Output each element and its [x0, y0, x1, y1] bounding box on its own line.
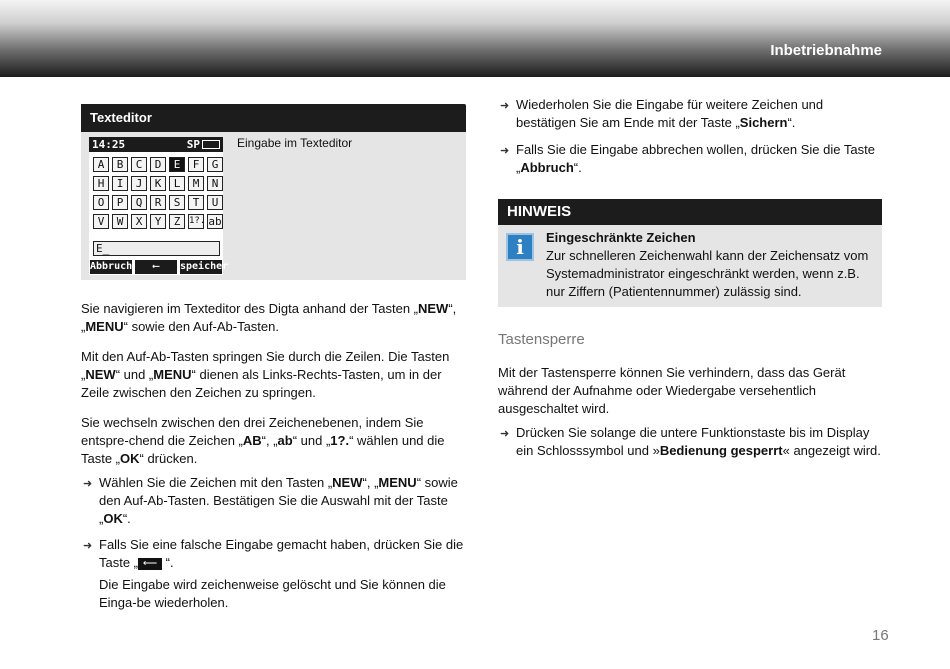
key: T: [188, 195, 204, 210]
key: W: [112, 214, 128, 229]
texteditor-figure: [81, 104, 466, 280]
hinweis-title: HINWEIS: [498, 199, 882, 225]
figure-caption: Eingabe im Texteditor: [237, 136, 353, 150]
key: A: [93, 157, 109, 172]
arrow-right-icon: ➜: [500, 100, 510, 112]
key: 1?.: [188, 214, 204, 229]
key: S: [169, 195, 185, 210]
key: F: [188, 157, 204, 172]
key: X: [131, 214, 147, 229]
arrow-right-icon: ➜: [500, 145, 510, 157]
device-time: 14:25: [92, 138, 126, 151]
key: R: [150, 195, 166, 210]
key: N: [207, 176, 223, 191]
figure-title: Texteditor: [81, 104, 466, 132]
section-title: Tastensperre: [498, 331, 585, 348]
info-icon: i: [506, 233, 534, 261]
softkey-back: ⟵: [135, 260, 177, 274]
battery-icon: [202, 140, 220, 149]
key: U: [207, 195, 223, 210]
bullet-repeat-input: ➜ Wiederholen Sie die Eingabe für weitere Zeichen und bestätigen Sie am Ende mit der Taste „Sichern“.: [500, 97, 824, 130]
paragraph-rows: Mit den Auf-Ab-Tasten springen Sie durch die Zeilen. Die Tasten „NEW“ und „MENU“ dienen als Links-Rechts-Tasten, um in der Zeile zwischen den Zeichen zu springen.: [81, 349, 450, 400]
key: L: [169, 176, 185, 191]
device-input-field: E_: [93, 241, 220, 256]
keyboard-row: [93, 214, 223, 229]
device-sp-label: SP: [186, 138, 200, 151]
bullet-cancel-input: ➜ Falls Sie die Eingabe abbrechen wollen, drücken Sie die Taste „Abbruch“.: [500, 142, 875, 175]
key: Z: [169, 214, 185, 229]
arrow-right-icon: ➜: [500, 428, 510, 440]
bullet-lock: ➜ Drücken Sie solange die untere Funktionstaste bis im Display ein Schlosssymbol und »Bedienung gesperrt« angezeigt wird.: [500, 425, 881, 458]
keyboard-row: [93, 176, 223, 191]
key: J: [131, 176, 147, 191]
key-selected: E: [169, 157, 185, 172]
hinweis-subtitle: Eingeschränkte Zeichen: [546, 230, 696, 245]
bullet-select-chars: ➜ Wählen Sie die Zeichen mit den Tasten „NEW“, „MENU“ sowie den Auf-Ab-Tasten. Bestätigen Sie die Auswahl mit der Taste „OK“.: [83, 475, 458, 526]
key: O: [93, 195, 109, 210]
page-header: [0, 0, 950, 77]
device-screen: [89, 137, 229, 275]
left-column: [81, 104, 466, 612]
arrow-right-icon: ➜: [83, 540, 93, 552]
softkey-speichern: speicher: [180, 261, 229, 272]
device-status-bar: [89, 137, 223, 152]
hinweis-body: [498, 225, 882, 307]
key: B: [112, 157, 128, 172]
back-key-icon: ⟵: [138, 558, 162, 570]
paragraph-tastensperre: Mit der Tastensperre können Sie verhindern, dass das Gerät während der Aufnahme oder Wiedergabe versehentlich ausgeschaltet wird.: [498, 365, 846, 416]
keyboard-row: [93, 195, 223, 210]
arrow-right-icon: ➜: [83, 478, 93, 490]
key: I: [112, 176, 128, 191]
key: ab: [208, 215, 222, 228]
key: Q: [131, 195, 147, 210]
hinweis-text: Zur schnelleren Zeichenwahl kann der Zeichensatz vom Systemadministrator eingeschränkt werden, wenn z.B. nur Ziffern (Patientennummer) zulässig sind.: [546, 248, 869, 299]
key: D: [150, 157, 166, 172]
softkey-abbruch: Abbruch: [90, 261, 133, 272]
key: C: [131, 157, 147, 172]
key: M: [188, 176, 204, 191]
key: V: [93, 214, 109, 229]
key: H: [93, 176, 109, 191]
paragraph-navigation: Sie navigieren im Texteditor des Digta anhand der Tasten „NEW“, „MENU“ sowie den Auf-Ab-Tasten.: [81, 301, 457, 334]
keyboard-row: [93, 157, 223, 172]
key: K: [150, 176, 166, 191]
paragraph-levels: Sie wechseln zwischen den drei Zeichenebenen, indem Sie entspre-chend die Zeichen „AB“, „ab“ und „1?.“ wählen und die Taste „OK“ drücken.: [81, 415, 445, 466]
bullet-note: Die Eingabe wird zeichenweise gelöscht und Sie können die Einga-be wiederholen.: [99, 577, 446, 610]
key: G: [207, 157, 223, 172]
page-number: 16: [872, 627, 889, 644]
header-title: Inbetriebnahme: [770, 42, 882, 59]
bullet-wrong-input: ➜ Falls Sie eine falsche Eingabe gemacht haben, drücken Sie die Taste „ ⟵ “. Die Eingabe wird zeichenweise gelöscht und Sie können die Einga-be wiederholen.: [81, 536, 466, 612]
hinweis-box: [498, 199, 882, 307]
key: P: [112, 195, 128, 210]
right-column: [498, 96, 882, 460]
key: Y: [150, 214, 166, 229]
